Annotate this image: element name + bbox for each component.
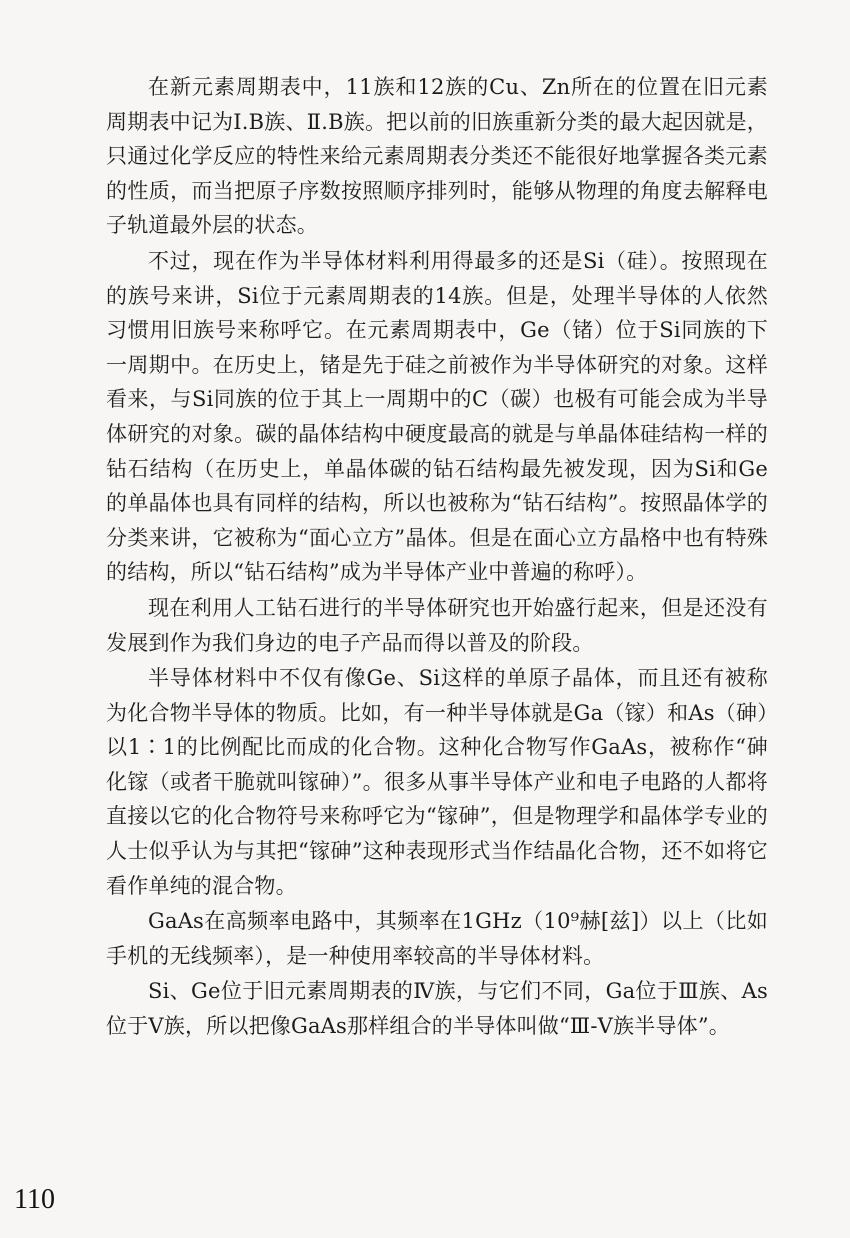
body-text xyxy=(106,70,768,1045)
paragraph-compound-semiconductor: 半导体材料中不仅有像Ge、Si这样的单原子晶体，而且还有被称为化合物半导体的物质。比如，有一种半导体就是Ga（镓）和As（砷）以1∶1的比例配比而成的化合物。这种化合物写作GaAs，被称作“砷化镓（或者干脆就叫镓砷）”。很多从事半导体产业和电子电路的人都将直接以它的化合物符号来称呼它为“镓砷”，但是物理学和晶体学专业的人士似乎认为与其把“镓砷”这种表现形式当作结晶化合物，还不如将它看作单纯的混合物。 xyxy=(106,666,768,898)
paragraph-periodic-table-groups: 在新元素周期表中，11族和12族的Cu、Zn所在的位置在旧元素周期表中记为Ⅰ.B族、Ⅱ.B族。把以前的旧族重新分类的最大起因就是，只通过化学反应的特性来给元素周期表分类还不能很好地掌握各类元素的性质，而当把原子序数按照顺序排列时，能够从物理的角度去解释电子轨道最外层的状态。 xyxy=(106,75,768,238)
paragraph-artificial-diamond: 现在利用人工钻石进行的半导体研究也开始盛行起来，但是还没有发展到作为我们身边的电子产品而得以普及的阶段。 xyxy=(106,595,768,655)
paragraph-silicon-diamond-structure: 不过，现在作为半导体材料利用得最多的还是Si（硅）。按照现在的族号来讲，Si位于元素周期表的14族。但是，处理半导体的人依然习惯用旧族号来称呼它。在元素周期表中，Ge（锗）位于Si同族的下一周期中。在历史上，锗是先于硅之前被作为半导体研究的对象。这样看来，与Si同族的位于其上一周期中的C（碳）也极有可能会成为半导体研究的对象。碳的晶体结构中硬度最高的就是与单晶体硅结构一样的钻石结构（在历史上，单晶体碳的钻石结构最先被发现，因为Si和Ge的单晶体也具有同样的结构，所以也被称为“钻石结构”。按照晶体学的分类来讲，它被称为“面心立方”晶体。但是在面心立方晶格中也有特殊的结构，所以“钻石结构”成为半导体产业中普遍的称呼）。 xyxy=(106,248,768,585)
paragraph-gaas-high-frequency: GaAs在高频率电路中，其频率在1GHz（10⁹赫[兹]）以上（比如手机的无线频率），是一种使用率较高的半导体材料。 xyxy=(106,909,768,968)
paragraph-iii-v-semiconductor: Si、Ge位于旧元素周期表的Ⅳ族，与它们不同，Ga位于Ⅲ族、As位于Ⅴ族，所以把像GaAs那样组合的半导体叫做“Ⅲ-Ⅴ族半导体”。 xyxy=(106,979,768,1039)
page-number: 110 xyxy=(14,1184,55,1215)
